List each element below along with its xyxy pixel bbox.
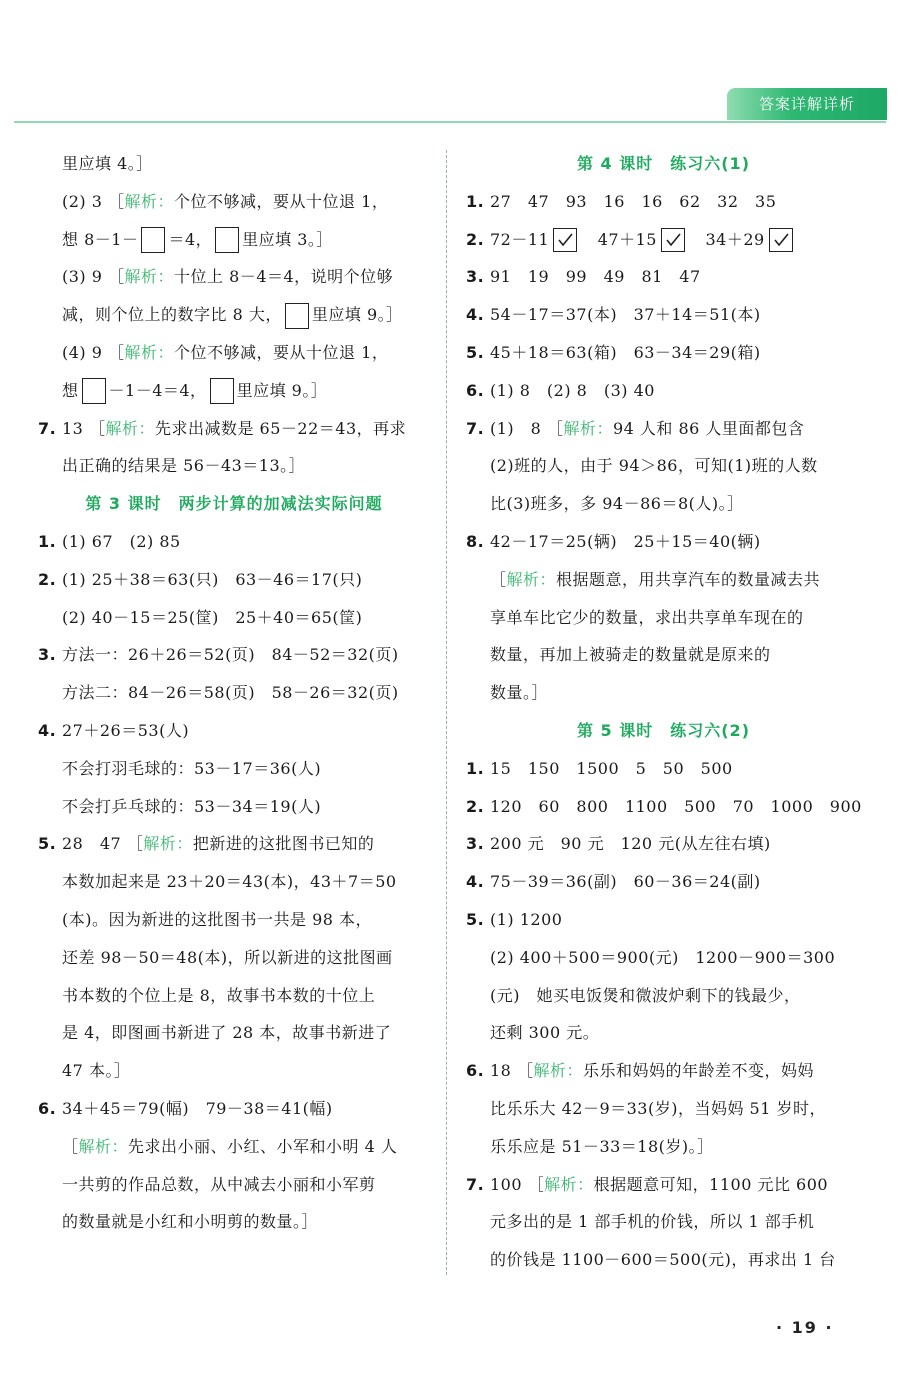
blank-box	[141, 227, 165, 253]
question-number: 1.	[466, 191, 485, 211]
answer-text: 91 19 99 49 81 47	[490, 267, 701, 287]
question-number: 4.	[466, 305, 485, 325]
answer-line	[466, 372, 861, 410]
answer-line	[38, 296, 430, 334]
analysis-tag: 解析：	[143, 834, 193, 854]
answer-text: 根据题意可知，1100 元比 600	[593, 1174, 829, 1194]
answer-line: 的数量就是小红和小明剪的数量。］	[62, 1212, 319, 1232]
blank-box	[215, 227, 239, 253]
answer-line	[466, 825, 861, 863]
analysis-tag: 解析：	[124, 342, 175, 362]
analysis-tag: 解析：	[563, 418, 613, 438]
question-number: 2.	[466, 229, 485, 249]
lesson-heading: 第 5 课时 练习六(2)	[576, 720, 751, 740]
analysis-tag: 解析：	[105, 418, 155, 438]
answer-text: 27＋26＝53(人)	[62, 720, 190, 740]
answer-line	[38, 825, 430, 863]
answer-line	[38, 561, 430, 599]
analysis-tag: 解析：	[78, 1136, 129, 1156]
answer-text: 里应填 9。］	[311, 305, 403, 325]
checkmark-icon	[769, 228, 793, 252]
answer-line	[466, 901, 861, 939]
analysis-tag: 解析：	[124, 191, 175, 211]
question-number: 1.	[38, 531, 57, 551]
answer-line: 享单车比它少的数量，求出共享单车现在的	[490, 607, 804, 627]
answer-line: (2)班的人，由于 94＞86，可知(1)班的人数	[490, 456, 818, 476]
question-number: 3.	[466, 267, 485, 287]
answer-text: 根据题意，用共享汽车的数量减去共	[556, 569, 821, 589]
answer-line: (本)。因为新进的这批图书一共是 98 本，	[62, 909, 373, 929]
answer-text: 72－11	[490, 229, 550, 249]
answer-text: 34＋45＝79(幅) 79－38＝41(幅)	[62, 1098, 333, 1118]
answer-line	[38, 410, 430, 448]
answer-text: 120 60 800 1100 500 70 1000 900	[490, 796, 862, 816]
question-number: 5.	[466, 909, 485, 929]
answer-line: 的价钱是 1100－600＝500(元)，再求出 1 台	[490, 1250, 836, 1270]
answer-text: 个位不够减，要从十位退 1，	[174, 342, 389, 362]
answer-text: 54－17＝37(本) 37＋14＝51(本)	[490, 305, 761, 325]
blank-box	[82, 378, 106, 404]
answer-line	[466, 788, 861, 826]
answer-line	[466, 750, 861, 788]
answer-line	[466, 1166, 861, 1204]
answer-text: 减，则个位上的数字比 8 大，	[62, 305, 282, 325]
answer-text: 想	[62, 380, 79, 400]
answer-line	[466, 523, 861, 561]
answer-line: 不会打乒乓球的：53－34＝19(人)	[62, 796, 322, 816]
answer-text: 里应填 3。］	[242, 229, 333, 249]
answer-text: 13 ［	[62, 418, 106, 438]
answer-line	[38, 183, 430, 221]
answer-line	[38, 372, 430, 410]
answer-line	[466, 1052, 861, 1090]
question-number: 3.	[466, 834, 485, 854]
analysis-tag: 解析：	[533, 1061, 583, 1081]
right-column	[466, 145, 861, 1279]
answer-line: 元多出的是 1 部手机的价钱，所以 1 部手机	[490, 1212, 815, 1232]
answer-line	[466, 561, 861, 599]
answer-line: 方法二：84－26＝58(页) 58－26＝32(页)	[62, 683, 399, 703]
answer-text: (2) 3 ［	[62, 191, 125, 211]
question-number: 4.	[466, 872, 485, 892]
answer-line: 书本数的个位上是 8，故事书本数的十位上	[62, 985, 376, 1005]
answer-text: (1) 1200	[490, 909, 563, 929]
question-number: 2.	[466, 796, 485, 816]
answer-text: 先求出小丽、小红、小军和小明 4 人	[128, 1136, 398, 1156]
question-number: 5.	[38, 834, 57, 854]
answer-line	[466, 183, 861, 221]
answer-line	[466, 863, 861, 901]
answer-line: (2) 400＋500＝900(元) 1200－900＝300	[490, 947, 836, 967]
answer-text: (1) 67 (2) 85	[62, 531, 181, 551]
answer-text: 200 元 90 元 120 元(从左往右填)	[490, 834, 771, 854]
answer-text: 先求出减数是 65－22＝43，再求	[154, 418, 407, 438]
answer-line: (2) 40－15＝25(筐) 25＋40＝65(筐)	[62, 607, 363, 627]
answer-line: 还剩 300 元。	[490, 1023, 600, 1043]
answer-line: 里应填 4。］	[62, 154, 153, 173]
question-number: 7.	[38, 418, 57, 438]
question-number: 6.	[38, 1098, 57, 1118]
answer-text: 方法一：26＋26＝52(页) 84－52＝32(页)	[62, 645, 399, 665]
question-number: 6.	[466, 1061, 485, 1081]
answer-text: ［	[62, 1136, 79, 1156]
blank-box	[285, 303, 309, 329]
answer-line	[466, 258, 861, 296]
answer-text: 28 47 ［	[62, 834, 144, 854]
answer-line	[38, 1090, 430, 1128]
answer-text: 34＋29	[705, 229, 765, 249]
question-number: 8.	[466, 531, 485, 551]
answer-text: 里应填 9。］	[236, 380, 328, 400]
question-number: 7.	[466, 1174, 485, 1194]
answer-text: 94 人和 86 人里面都包含	[612, 418, 805, 438]
section-header-tab: 答案详解详析	[727, 88, 887, 120]
question-number: 1.	[466, 758, 485, 778]
page-number: · 19 ·	[776, 1318, 834, 1337]
lesson-heading: 第 4 课时 练习六(1)	[576, 154, 751, 173]
answer-line	[38, 523, 430, 561]
answer-line: (元) 她买电饭煲和微波炉剩下的钱最少，	[490, 985, 801, 1005]
answer-line	[466, 410, 861, 448]
answer-text: 把新进的这批图书已知的	[192, 834, 375, 854]
answer-line: 是 4，即图画书新进了 28 本，故事书新进了	[62, 1023, 392, 1043]
answer-line	[466, 334, 861, 372]
answer-line: 还差 98－50＝48(本)，所以新进的这批图画	[62, 947, 393, 967]
answer-text: 十位上 8－4＝4，说明个位够	[174, 267, 394, 287]
answer-text: 75－39＝36(副) 60－36＝24(副)	[490, 872, 761, 892]
answer-text: 45＋18＝63(箱) 63－34＝29(箱)	[490, 342, 761, 362]
answer-line: 乐乐应是 51－33＝18(岁)。］	[490, 1136, 714, 1156]
answer-text: 个位不够减，要从十位退 1，	[174, 191, 389, 211]
answer-text: 15 150 1500 5 50 500	[490, 758, 733, 778]
answer-text: (1) 8 ［	[490, 418, 564, 438]
answer-line: 47 本。］	[62, 1061, 131, 1081]
answer-line: 比(3)班多，多 94－86＝8(人)。］	[490, 494, 744, 514]
answer-text: (1) 25＋38＝63(只) 63－46＝17(只)	[62, 569, 363, 589]
answer-line	[38, 334, 430, 372]
answer-text: (4) 9 ［	[62, 342, 125, 362]
lesson-heading: 第 3 课时 两步计算的加减法实际问题	[85, 494, 383, 514]
header-rule	[14, 121, 886, 123]
question-number: 5.	[466, 342, 485, 362]
answer-text: －1－4＝4，	[108, 380, 207, 400]
answer-text: ［	[490, 569, 507, 589]
answer-text: 18 ［	[490, 1061, 534, 1081]
answer-line: 出正确的结果是 56－43＝13。］	[62, 456, 306, 476]
answer-line	[38, 1128, 430, 1166]
answer-text: 乐乐和妈妈的年龄差不变，妈妈	[582, 1061, 814, 1081]
question-number: 2.	[38, 569, 57, 589]
checkmark-icon	[553, 228, 577, 252]
answer-line: 本数加起来是 23＋20＝43(本)，43＋7＝50	[62, 872, 397, 892]
column-divider	[446, 150, 447, 1275]
answer-text: (3) 9 ［	[62, 267, 125, 287]
answer-line: 比乐乐大 42－9＝33(岁)，当妈妈 51 岁时，	[490, 1098, 827, 1118]
analysis-tag: 解析：	[506, 569, 557, 589]
answer-line: 一共剪的作品总数，从中减去小丽和小军剪	[62, 1174, 376, 1194]
analysis-tag: 解析：	[544, 1174, 594, 1194]
question-number: 7.	[466, 418, 485, 438]
checkmark-icon	[661, 228, 685, 252]
answer-line: 数量，再加上被骑走的数量就是原来的	[490, 645, 771, 665]
answer-line: 数量。］	[490, 683, 549, 703]
answer-text: 想 8－1－	[62, 229, 139, 249]
answer-line: 不会打羽毛球的：53－17＝36(人)	[62, 758, 322, 778]
answer-line	[38, 258, 430, 296]
answer-text: 27 47 93 16 16 62 32 35	[490, 191, 777, 211]
answer-line	[38, 636, 430, 674]
question-number: 3.	[38, 645, 57, 665]
answer-text: ＝4，	[168, 229, 213, 249]
analysis-tag: 解析：	[124, 267, 175, 287]
answer-text: 100 ［	[490, 1174, 545, 1194]
answer-line	[38, 221, 430, 259]
answer-text: (1) 8 (2) 8 (3) 40	[490, 380, 655, 400]
answer-text: 42－17＝25(辆) 25＋15＝40(辆)	[490, 531, 761, 551]
blank-box	[210, 378, 234, 404]
question-number: 6.	[466, 380, 485, 400]
answer-line	[466, 221, 861, 259]
question-number: 4.	[38, 720, 57, 740]
answer-line	[38, 712, 430, 750]
left-column	[38, 145, 430, 1241]
answer-text: 47＋15	[597, 229, 657, 249]
answer-line	[466, 296, 861, 334]
